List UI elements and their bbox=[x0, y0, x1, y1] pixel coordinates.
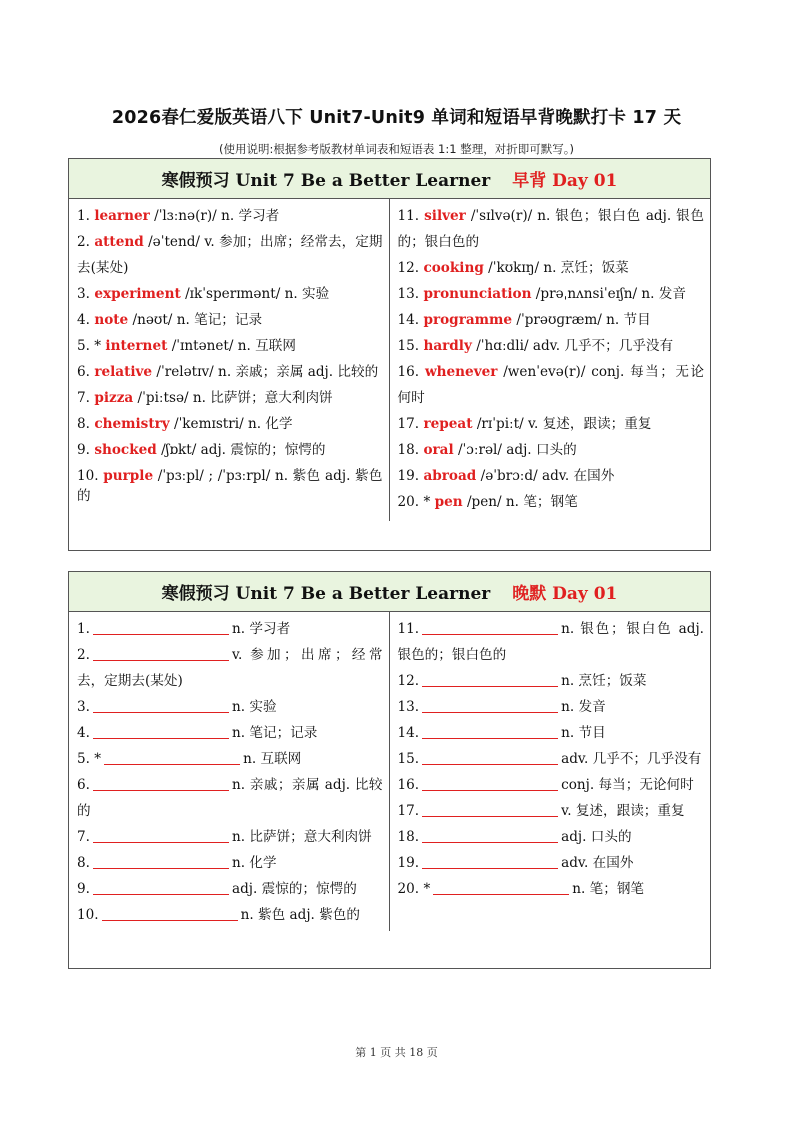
answer-blank[interactable] bbox=[422, 775, 558, 791]
vocab-definition: /ˈprəʊɡræm/ n. 节目 bbox=[512, 312, 651, 328]
vocab-word: programme bbox=[423, 312, 513, 328]
item-number: 8. bbox=[77, 855, 90, 871]
item-number: 4. bbox=[77, 725, 90, 741]
dictation-item bbox=[77, 642, 383, 694]
vocab-definition: /wenˈevə(r)/ conj. 每当；无论何时 bbox=[397, 364, 704, 406]
vocab-definition: conj. 每当；无论何时 bbox=[561, 777, 694, 793]
vocab-word: whenever bbox=[424, 364, 498, 380]
vocab-item bbox=[77, 411, 383, 437]
vocab-definition: /ˈkemɪstri/ n. 化学 bbox=[169, 416, 293, 432]
vocab-definition: n. 笔；钢笔 bbox=[572, 881, 645, 897]
item-number: 5. * bbox=[77, 338, 102, 354]
vocab-item bbox=[77, 437, 383, 463]
item-number: 7. bbox=[77, 829, 90, 845]
card-header-title: 寒假预习 Unit 7 Be a Better Learner bbox=[161, 584, 491, 604]
item-number: 15. bbox=[397, 751, 420, 767]
dictation-item bbox=[398, 824, 705, 850]
answer-blank[interactable] bbox=[422, 801, 558, 817]
item-number: 19. bbox=[397, 855, 420, 871]
vocab-definition: /ɪkˈsperɪmənt/ n. 实验 bbox=[180, 286, 330, 302]
dictation-item bbox=[77, 905, 383, 925]
vocab-definition: /əˈtend/ v. 参加；出席；经常去，定期去(某处) bbox=[77, 234, 383, 276]
vocab-definition: /ˈɪntənet/ n. 互联网 bbox=[167, 338, 296, 354]
vocab-word: learner bbox=[94, 208, 150, 224]
vocab-definition: /ˈsɪlvə(r)/ n. 银色；银白色 adj. 银色的；银白色的 bbox=[397, 208, 705, 250]
usage-note: (使用说明:根据参考版教材单词表和短语表 1:1 整理，对折即可默写。) bbox=[219, 142, 574, 156]
dictation-item bbox=[77, 824, 383, 850]
item-number: 13. bbox=[397, 286, 420, 302]
answer-blank[interactable] bbox=[93, 723, 229, 739]
dictation-item bbox=[398, 746, 705, 772]
vocab-word: shocked bbox=[94, 442, 157, 458]
vocab-definition: n. 亲戚；亲属 adj. 比较的 bbox=[77, 777, 383, 819]
item-number: 6. bbox=[77, 364, 90, 380]
answer-blank[interactable] bbox=[422, 853, 558, 869]
vocab-item bbox=[77, 307, 383, 333]
item-number: 4. bbox=[77, 312, 90, 328]
dictation-item bbox=[398, 720, 705, 746]
vocab-word: pen bbox=[434, 494, 463, 510]
vocab-word: repeat bbox=[423, 416, 473, 432]
answer-blank[interactable] bbox=[422, 697, 558, 713]
vocab-word: experiment bbox=[94, 286, 181, 302]
item-number: 15. bbox=[397, 338, 420, 354]
vocab-word: attend bbox=[94, 234, 144, 250]
vocab-item bbox=[77, 359, 383, 385]
item-number: 12. bbox=[397, 260, 420, 276]
answer-blank[interactable] bbox=[422, 749, 558, 765]
answer-blank[interactable] bbox=[422, 619, 558, 635]
vocab-definition: n. 比萨饼；意大利肉饼 bbox=[231, 829, 372, 845]
vocab-definition: /əˈbrɔːd/ adv. 在国外 bbox=[476, 468, 615, 484]
vocab-definition: /nəʊt/ n. 笔记；记录 bbox=[128, 312, 263, 328]
dictation-item bbox=[398, 850, 705, 876]
card-header bbox=[69, 159, 710, 199]
vocab-definition: adv. 几乎不；几乎没有 bbox=[561, 751, 702, 767]
vocab-definition: n. 学习者 bbox=[231, 621, 291, 637]
item-number: 20. * bbox=[397, 881, 431, 897]
vocab-item bbox=[398, 281, 705, 307]
item-number: 13. bbox=[397, 699, 420, 715]
dictation-item bbox=[77, 876, 383, 902]
vocab-definition: /ˈrelətɪv/ n. 亲戚；亲属 adj. 比较的 bbox=[152, 364, 379, 380]
answer-blank[interactable] bbox=[93, 645, 229, 661]
vocab-item bbox=[398, 359, 705, 411]
item-number: 9. bbox=[77, 881, 90, 897]
vocab-word: hardly bbox=[423, 338, 472, 354]
vocab-word: internet bbox=[105, 338, 168, 354]
item-number: 3. bbox=[77, 699, 90, 715]
dictation-item bbox=[77, 772, 383, 824]
dictation-list-left bbox=[69, 612, 390, 931]
vocab-word: pizza bbox=[94, 390, 134, 406]
vocab-definition: v. 复述，跟读；重复 bbox=[561, 803, 685, 819]
item-number: 10. bbox=[77, 468, 99, 484]
answer-blank[interactable] bbox=[422, 671, 558, 687]
vocab-word: cooking bbox=[423, 260, 484, 276]
dictation-item bbox=[77, 616, 383, 642]
vocab-definition: /pen/ n. 笔；钢笔 bbox=[462, 494, 578, 510]
vocab-item bbox=[77, 281, 383, 307]
card-header-title: 寒假预习 Unit 7 Be a Better Learner bbox=[161, 171, 491, 191]
item-number: 9. bbox=[77, 442, 90, 458]
answer-blank[interactable] bbox=[102, 905, 238, 921]
dictation-item bbox=[398, 668, 705, 694]
morning-recite-card bbox=[68, 158, 711, 551]
answer-blank[interactable] bbox=[93, 619, 229, 635]
dictation-item bbox=[398, 772, 705, 798]
card-header bbox=[69, 572, 710, 612]
item-number: 12. bbox=[397, 673, 420, 689]
vocab-definition: adj. 震惊的；惊愕的 bbox=[231, 881, 357, 897]
vocab-item bbox=[77, 203, 383, 229]
document-title: 2026春仁爱版英语八下 Unit7-Unit9 单词和短语早背晚默打卡 17 天 bbox=[111, 108, 682, 128]
item-number: 19. bbox=[397, 468, 420, 484]
dictation-list-right bbox=[390, 612, 711, 931]
item-number: 2. bbox=[77, 647, 90, 663]
dictation-item bbox=[398, 616, 705, 668]
vocab-word: pronunciation bbox=[423, 286, 532, 302]
vocab-definition: /ˈpiːtsə/ n. 比萨饼；意大利肉饼 bbox=[133, 390, 333, 406]
dictation-item bbox=[398, 876, 705, 902]
item-number: 5. * bbox=[77, 751, 102, 767]
answer-blank[interactable] bbox=[93, 853, 229, 869]
vocab-item bbox=[77, 385, 383, 411]
vocab-definition: /ˈɔːrəl/ adj. 口头的 bbox=[453, 442, 577, 458]
vocab-item bbox=[398, 489, 705, 515]
vocab-definition: n. 互联网 bbox=[243, 751, 302, 767]
answer-blank[interactable] bbox=[433, 879, 569, 895]
vocab-word: relative bbox=[94, 364, 153, 380]
dictation-item bbox=[398, 694, 705, 720]
vocab-definition: adv. 在国外 bbox=[561, 855, 634, 871]
card-header-day-tag: 早背 Day 01 bbox=[512, 171, 618, 191]
card-header-day-tag: 晚默 Day 01 bbox=[512, 584, 618, 604]
item-number: 1. bbox=[77, 621, 90, 637]
vocab-definition: n. 化学 bbox=[231, 855, 277, 871]
vocab-item bbox=[398, 307, 705, 333]
vocab-definition: /prəˌnʌnsiˈeɪʃn/ n. 发音 bbox=[531, 286, 686, 302]
vocab-word: oral bbox=[423, 442, 454, 458]
vocab-item bbox=[398, 411, 705, 437]
word-list-left bbox=[69, 199, 390, 521]
evening-dictation-card bbox=[68, 571, 711, 969]
answer-blank[interactable] bbox=[422, 723, 558, 739]
item-number: 16. bbox=[397, 777, 420, 793]
item-number: 3. bbox=[77, 286, 90, 302]
answer-blank[interactable] bbox=[93, 879, 229, 895]
vocab-word: abroad bbox=[423, 468, 477, 484]
vocab-definition: n. 烹饪；饭菜 bbox=[561, 673, 647, 689]
vocab-definition: n. 银色；银白色 adj. 银色的；银白色的 bbox=[397, 621, 704, 663]
vocab-definition: /ʃɒkt/ adj. 震惊的；惊愕的 bbox=[156, 442, 326, 458]
vocab-definition: /ˈpɜːpl/ ; /ˈpɜːrpl/ n. 紫色 adj. 紫色的 bbox=[77, 468, 383, 504]
answer-blank[interactable] bbox=[104, 749, 240, 765]
vocab-definition: n. 节目 bbox=[561, 725, 606, 741]
item-number: 16. bbox=[397, 364, 420, 380]
vocab-item bbox=[77, 466, 383, 506]
dictation-item bbox=[77, 746, 383, 772]
item-number: 11. bbox=[397, 208, 420, 224]
dictation-item bbox=[398, 798, 705, 824]
item-number: 18. bbox=[397, 829, 420, 845]
vocab-item bbox=[398, 255, 705, 281]
item-number: 11. bbox=[397, 621, 420, 637]
vocab-definition: n. 紫色 adj. 紫色的 bbox=[240, 907, 360, 923]
item-number: 14. bbox=[397, 725, 420, 741]
item-number: 2. bbox=[77, 234, 90, 250]
vocab-definition: v. 参加；出席；经常去，定期去(某处) bbox=[77, 647, 383, 689]
vocab-item bbox=[398, 203, 705, 255]
answer-blank[interactable] bbox=[93, 827, 229, 843]
word-list-right bbox=[390, 199, 711, 521]
vocab-item bbox=[398, 333, 705, 359]
item-number: 14. bbox=[397, 312, 420, 328]
vocab-definition: n. 发音 bbox=[561, 699, 606, 715]
answer-blank[interactable] bbox=[422, 827, 558, 843]
dictation-item bbox=[77, 720, 383, 746]
answer-blank[interactable] bbox=[93, 697, 229, 713]
vocab-definition: n. 实验 bbox=[231, 699, 277, 715]
answer-blank[interactable] bbox=[93, 775, 229, 791]
vocab-definition: /ˈlɜːnə(r)/ n. 学习者 bbox=[149, 208, 280, 224]
vocab-word: purple bbox=[103, 468, 154, 484]
dictation-item bbox=[77, 694, 383, 720]
vocab-item bbox=[398, 437, 705, 463]
item-number: 1. bbox=[77, 208, 90, 224]
vocab-word: silver bbox=[424, 208, 466, 224]
item-number: 7. bbox=[77, 390, 90, 406]
vocab-word: chemistry bbox=[94, 416, 170, 432]
item-number: 10. bbox=[77, 907, 99, 923]
vocab-definition: /rɪˈpiːt/ v. 复述，跟读；重复 bbox=[472, 416, 652, 432]
item-number: 17. bbox=[397, 416, 420, 432]
vocab-definition: n. 笔记；记录 bbox=[231, 725, 318, 741]
item-number: 18. bbox=[397, 442, 420, 458]
vocab-definition: /ˈhɑːdli/ adv. 几乎不；几乎没有 bbox=[471, 338, 674, 354]
vocab-item bbox=[398, 463, 705, 489]
vocab-definition: /ˈkʊkɪŋ/ n. 烹饪；饭菜 bbox=[483, 260, 629, 276]
item-number: 6. bbox=[77, 777, 90, 793]
vocab-item bbox=[77, 229, 383, 281]
vocab-item bbox=[77, 333, 383, 359]
vocab-definition: adj. 口头的 bbox=[561, 829, 632, 845]
item-number: 20. * bbox=[397, 494, 431, 510]
page-number: 第 1 页 共 18 页 bbox=[355, 1046, 438, 1059]
dictation-item bbox=[77, 850, 383, 876]
item-number: 8. bbox=[77, 416, 90, 432]
vocab-word: note bbox=[94, 312, 129, 328]
item-number: 17. bbox=[397, 803, 420, 819]
